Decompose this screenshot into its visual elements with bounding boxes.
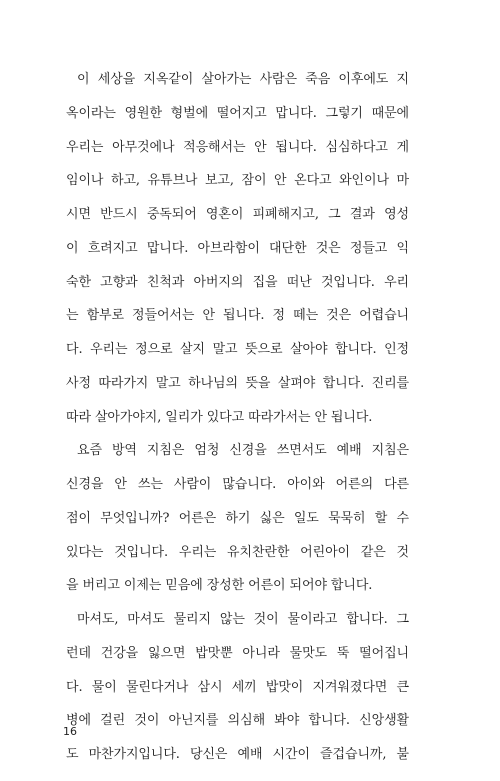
text-line: 있다는 것입니다. 우리는 유치찬란한 어린아이 같은 것 [66,544,409,560]
text-line: 옥이라는 영원한 형벌에 떨어지고 맙니다. 그렇기 때문에 [66,105,409,121]
text-line: 요즘 방역 지침은 엄청 신경을 쓰면서도 예배 지침은 [77,443,409,459]
text-line: 사정 따라가지 말고 하나님의 뜻을 살펴야 합니다. 진리를 [66,375,409,391]
text-line: 점이 무엇입니까? 어른은 하기 싫은 일도 묵묵히 할 수 [66,510,409,526]
text-line: 을 버리고 이제는 믿음에 장성한 어른이 되어야 합니다. [66,578,373,594]
text-line: 이 세상을 지옥같이 살아가는 사람은 죽음 이후에도 지 [77,72,409,87]
text-line: 시면 반드시 중독되어 영혼이 피폐해지고, 그 결과 영성 [66,207,409,222]
text-line: 병에 걸린 것이 아닌지를 의심해 봐야 합니다. 신앙생활 [66,713,409,729]
body-text [66,63,409,772]
text-line: 는 함부로 정들어서는 안 됩니다. 정 떼는 것은 어렵습니 [66,308,409,324]
text-line: 우리는 아무것에나 적응해서는 안 됩니다. 심심하다고 게 [66,139,409,155]
text-line: 다. 물이 물린다거나 삼시 세끼 밥맛이 지겨워졌다면 큰 [66,679,409,695]
text-line: 이 흐려지고 맙니다. 아브라함이 대단한 것은 정들고 익 [66,240,409,256]
text-line: 신경을 안 쓰는 사람이 많습니다. 아이와 어른의 다른 [66,477,409,492]
text-line: 다. 우리는 정으로 살지 말고 뜻으로 살아야 합니다. 인정 [66,342,409,357]
page-number: 16 [63,725,77,738]
text-line: 런데 건강을 잃으면 밥맛뿐 아니라 물맛도 뚝 떨어집니 [66,645,409,661]
text-line: 숙한 고향과 친척과 아버지의 집을 떠난 것입니다. 우리 [66,274,409,290]
text-line: 임이나 하고, 유튜브나 보고, 잠이 안 온다고 와인이나 마 [66,173,409,189]
text-line: 마셔도, 마셔도 물리지 않는 것이 물이라고 합니다. 그 [77,612,409,627]
text-line: 따라 살아가야지, 일리가 있다고 따라가서는 안 됩니다. [66,409,373,425]
text-line: 도 마찬가지입니다. 당신은 예배 시간이 즐겁습니까, 불 [66,747,409,762]
